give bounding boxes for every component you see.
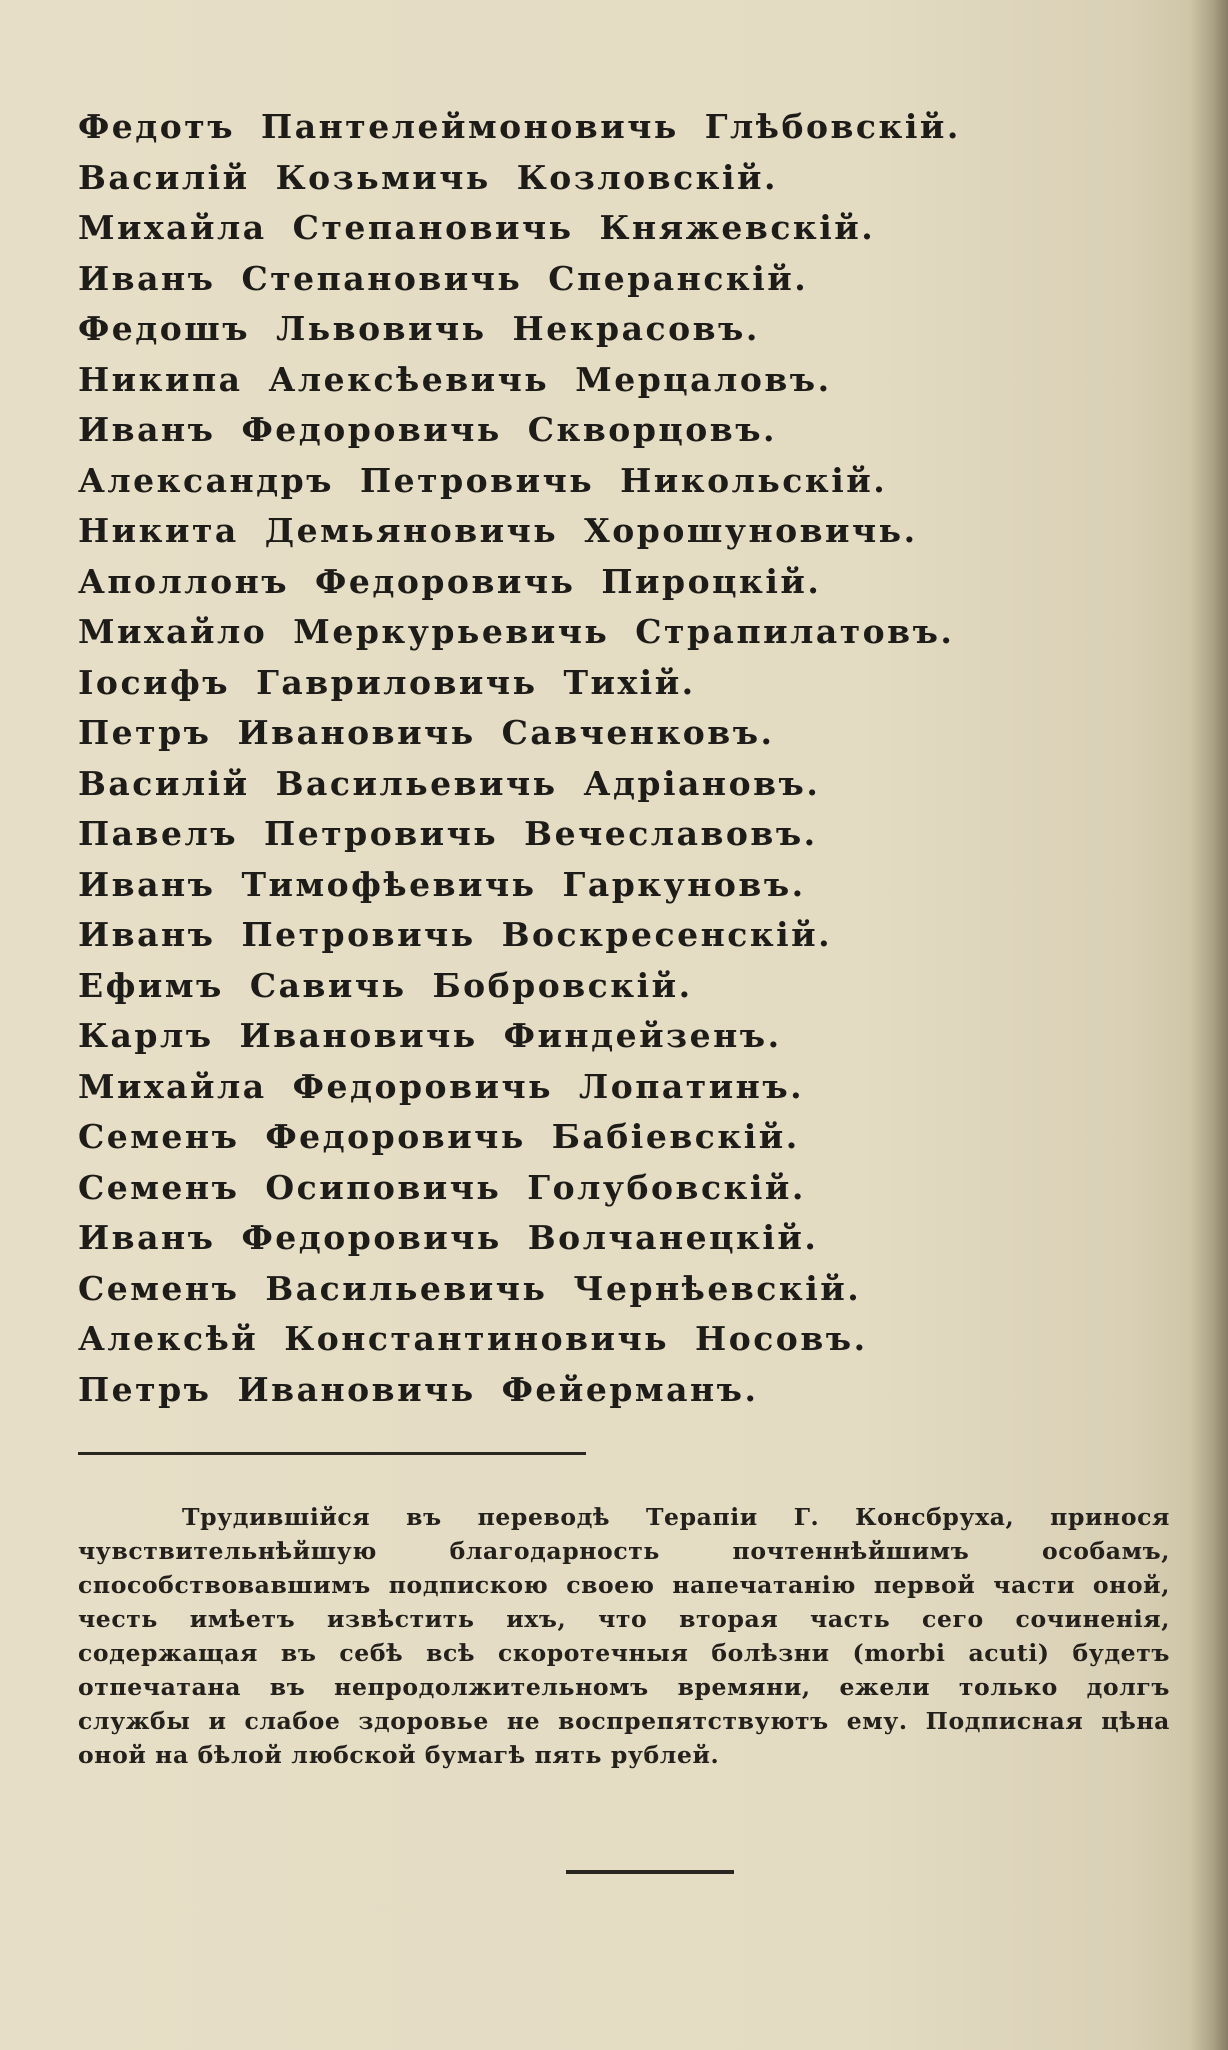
subscriber-list bbox=[78, 102, 1138, 1415]
subscriber-name: Павелъ Петровичь Вечеславовъ. bbox=[78, 814, 818, 853]
subscriber-name: Федотъ Пантелеймоновичь Глѣбовскій. bbox=[78, 107, 961, 146]
subscriber-name: Иванъ Степановичь Сперанскій. bbox=[78, 258, 809, 298]
subscriber-name: Никита Демьяновичь Хорошуновичь. bbox=[78, 511, 918, 550]
subscriber-name: Александръ Петровичь Никольскій. bbox=[78, 460, 888, 500]
subscriber-name: Карлъ Ивановичь Финдейзенъ. bbox=[78, 1016, 782, 1055]
subscriber-name: Иванъ Тимофѣевичь Гаркуновъ. bbox=[78, 864, 806, 904]
subscriber-name: Семенъ Васильевичь Чернѣевскій. bbox=[78, 1268, 862, 1308]
separator-rule bbox=[78, 1452, 586, 1455]
subscriber-name: Василій Васильевичь Адріановъ. bbox=[78, 763, 821, 803]
translator-notice: Трудившійся въ переводѣ Терапіи Г. Консбруха, принося чувствительнѣйшую благодарность почтеннѣйшимъ особамъ, способствовавшимъ подпискою своею напечатанію первой части оной, честь имѣетъ извѣстить ихъ, что вторая часть сего сочиненія, содержащая въ себѣ всѣ скоротечныя болѣзни (morbi acuti) будетъ отпечатана въ непродолжительномъ времяни, ежели только долгъ службы и слабое здоровье не воспрепятствуютъ ему. Подписная цѣна оной на бѣлой любской бумагѣ пять рублей. bbox=[78, 1502, 1170, 1769]
subscriber-name: Петръ Ивановичь Савченковъ. bbox=[78, 713, 775, 752]
end-ornament-rule bbox=[566, 1870, 734, 1874]
subscriber-name: Петръ Ивановичь Фейерманъ. bbox=[78, 1369, 759, 1409]
subscriber-name: Семенъ Осиповичь Голубовскій. bbox=[78, 1167, 806, 1207]
subscriber-name: Василій Козьмичь Козловскій. bbox=[78, 157, 779, 197]
subscriber-name: Никипа Алексѣевичь Мерцаловъ. bbox=[78, 359, 832, 399]
subscriber-name: Иванъ Федоровичь Волчанецкій. bbox=[78, 1218, 819, 1257]
subscriber-name: Аполлонъ Федоровичь Пироцкій. bbox=[78, 561, 822, 601]
subscriber-name: Михайла Степановичь Княжевскій. bbox=[78, 208, 876, 247]
subscriber-name: Иванъ Федоровичь Скворцовъ. bbox=[78, 410, 778, 449]
subscriber-name: Михайла Федоровичь Лопатинъ. bbox=[78, 1066, 805, 1106]
subscriber-name: Ефимъ Савичь Бобровскій. bbox=[78, 965, 693, 1005]
subscriber-name: Иванъ Петровичь Воскресенскій. bbox=[78, 915, 833, 954]
subscriber-name: Алексѣй Константиновичь Носовъ. bbox=[78, 1319, 868, 1358]
subscriber-name: Іосифъ Гавриловичь Тихій. bbox=[78, 662, 696, 702]
subscriber-name: Федошъ Львовичь Некрасовъ. bbox=[78, 309, 760, 348]
subscriber-name: Семенъ Федоровичь Бабіевскій. bbox=[78, 1117, 800, 1156]
subscriber-name: Михайло Меркурьевичь Страпилатовъ. bbox=[78, 612, 955, 651]
page-edge-shadow bbox=[1190, 0, 1228, 2050]
